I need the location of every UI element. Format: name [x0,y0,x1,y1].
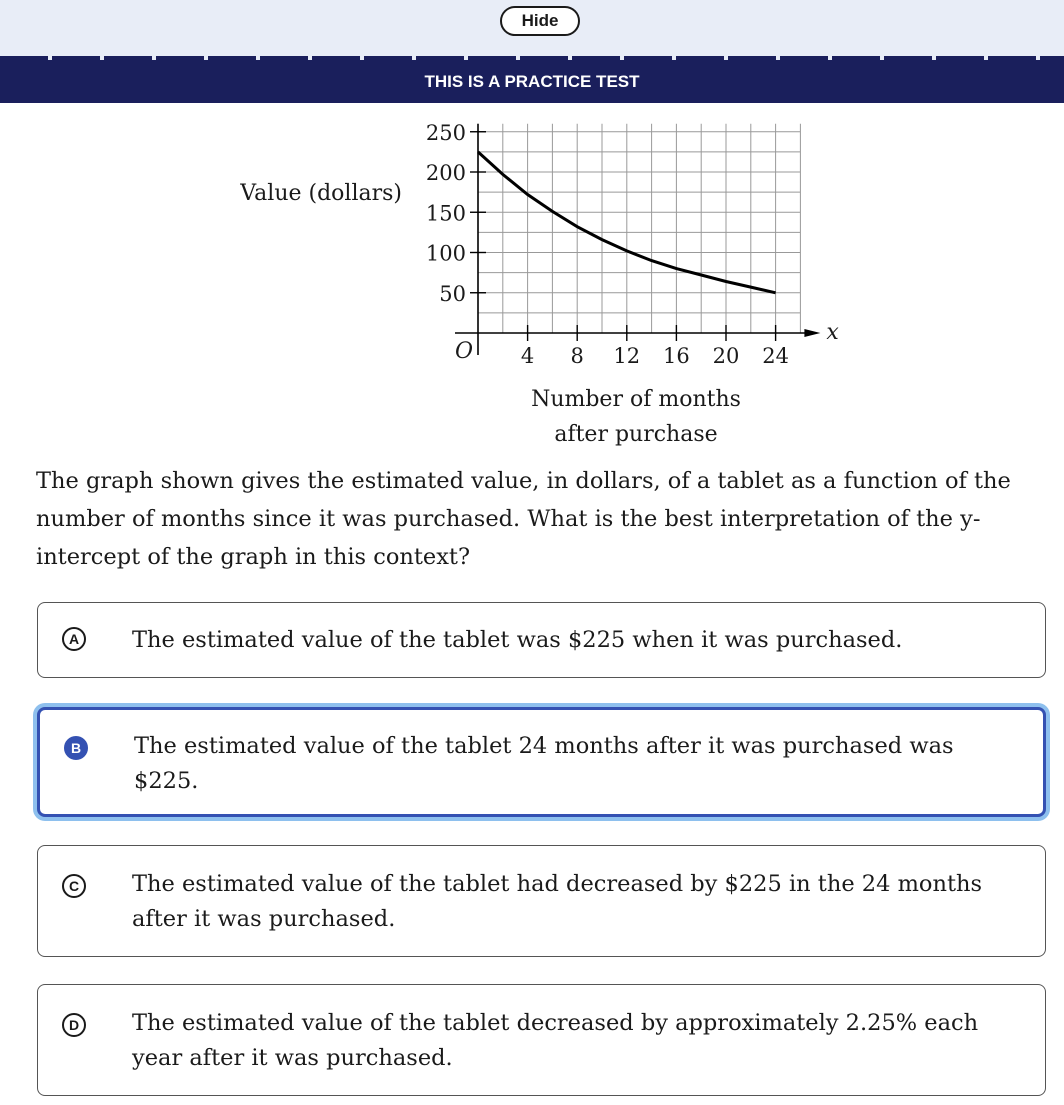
x-tick-label: 8 [570,344,584,368]
choice-a-letter: A [62,627,86,651]
x-tick-label: 24 [762,344,789,368]
x-axis-label: after purchase [554,422,718,447]
choice-b-text: The estimated value of the tablet 24 months after it was purchased was $225. [134,733,954,794]
x-tick-label: 12 [613,344,641,368]
chart-axes [455,124,820,355]
x-tick-label: 4 [520,344,535,368]
y-tick-label: 200 [425,161,466,185]
choice-c-letter: C [62,874,86,898]
choice-b[interactable] [37,707,1046,817]
y-tick-label: 250 [425,120,466,145]
y-tick-label: 50 [439,281,466,306]
choice-d-letter: D [62,1013,86,1037]
choice-b-letter: B [64,736,88,760]
practice-test-banner [0,60,1064,103]
choice-d[interactable] [37,984,1046,1096]
x-axis-symbol: x [826,320,839,345]
question-text: The graph shown gives the estimated value, in dollars, of a tablet as a function of the number of months since it was purchased. What is the best interpretation of the y-intercept of the graph in this context? [36,468,1011,570]
y-tick-label: 100 [425,241,466,266]
x-tick-label: 16 [663,344,690,368]
choice-a[interactable] [37,602,1046,678]
chart-ticks [470,132,776,341]
choice-d-text: The estimated value of the tablet decreased by approximately 2.25% each year after it was purchased. [132,1010,979,1071]
x-axis-label: Number of months [531,387,741,412]
x-tick-label: 20 [712,344,740,368]
choice-a-text: The estimated value of the tablet was $225 when it was purchased. [132,627,903,653]
x-axis-arrow [804,329,820,337]
y-tick-label: 150 [425,201,466,226]
choice-c[interactable] [37,845,1046,957]
y-axis-label: Value (dollars) [240,181,402,206]
banner-text: THIS IS A PRACTICE TEST [424,71,640,91]
origin-label: O [454,339,474,364]
value-graph [0,103,1064,453]
hide-button[interactable]: Hide [500,6,580,36]
choice-c-text: The estimated value of the tablet had decreased by $225 in the 24 months after it was purchased. [132,871,983,932]
chart-grid [478,124,800,333]
chart-labels [239,121,839,447]
